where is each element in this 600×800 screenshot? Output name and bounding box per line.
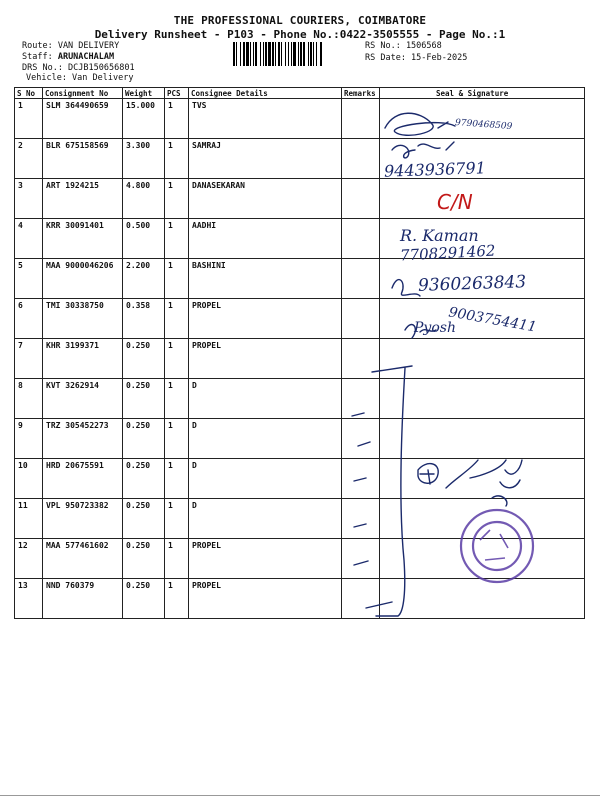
row-consignee: D	[189, 459, 342, 499]
row-remarks	[342, 139, 380, 179]
handwritten-phone-2: 9443936791	[383, 158, 487, 181]
col-header-sno: S No	[15, 88, 43, 99]
row-weight: 3.300	[123, 139, 165, 179]
row-seal-signature	[380, 219, 585, 259]
row-consignee: PROPEL	[189, 579, 342, 619]
col-header-consignment: Consignment No	[43, 88, 123, 99]
row-weight: 0.250	[123, 499, 165, 539]
runsheet-table	[14, 87, 585, 619]
row-consignment-no: MAA 9000046206	[43, 259, 123, 299]
row-sno: 10	[15, 459, 43, 499]
row-weight: 0.250	[123, 459, 165, 499]
handwritten-name-4: R. Kaman	[400, 226, 479, 245]
row-sno: 8	[15, 379, 43, 419]
col-header-consignee: Consignee Details	[189, 88, 342, 99]
row-seal-signature	[380, 579, 585, 619]
row-consignment-no: HRD 20675591	[43, 459, 123, 499]
row-weight: 2.200	[123, 259, 165, 299]
table-row	[15, 419, 585, 459]
row-consignee: PROPEL	[189, 299, 342, 339]
row-consignment-no: TMI 30338750	[43, 299, 123, 339]
handwritten-name-6: Pyosh	[414, 320, 456, 336]
row-consignment-no: NND 760379	[43, 579, 123, 619]
row-seal-signature	[380, 459, 585, 499]
row-consignment-no: BLR 675158569	[43, 139, 123, 179]
table-row	[15, 99, 585, 139]
row-sno: 6	[15, 299, 43, 339]
row-seal-signature	[380, 259, 585, 299]
row-pcs: 1	[165, 379, 189, 419]
row-pcs: 1	[165, 139, 189, 179]
handwritten-cn: C/N	[437, 190, 473, 214]
row-consignee: D	[189, 379, 342, 419]
col-header-weight: Weight	[123, 88, 165, 99]
row-remarks	[342, 379, 380, 419]
staff-label: Staff:	[22, 52, 58, 62]
row-pcs: 1	[165, 499, 189, 539]
row-pcs: 1	[165, 459, 189, 499]
row-sno: 4	[15, 219, 43, 259]
handwritten-phone-5: 9360263843	[417, 272, 527, 296]
row-pcs: 1	[165, 99, 189, 139]
table-header-row	[15, 88, 585, 99]
row-sno: 12	[15, 539, 43, 579]
handwritten-phone-4: 7708291462	[399, 241, 496, 265]
row-sno: 11	[15, 499, 43, 539]
row-weight: 0.358	[123, 299, 165, 339]
runsheet-subtitle: Delivery Runsheet - P103 - Phone No.:0422-3505555 - Page No.:1	[94, 28, 506, 41]
row-consignment-no: KVT 3262914	[43, 379, 123, 419]
row-consignee: DANASEKARAN	[189, 179, 342, 219]
row-consignee: D	[189, 499, 342, 539]
row-sno: 13	[15, 579, 43, 619]
row-pcs: 1	[165, 179, 189, 219]
row-seal-signature	[380, 339, 585, 379]
row-remarks	[342, 459, 380, 499]
row-remarks	[342, 259, 380, 299]
table-row	[15, 579, 585, 619]
page-edge	[0, 795, 600, 796]
row-pcs: 1	[165, 339, 189, 379]
row-consignee: D	[189, 419, 342, 459]
row-weight: 15.000	[123, 99, 165, 139]
drs-number: DRS No.: DCJB150656801	[22, 63, 135, 73]
row-seal-signature	[380, 299, 585, 339]
row-sno: 9	[15, 419, 43, 459]
table-row	[15, 299, 585, 339]
row-consignee: TVS	[189, 99, 342, 139]
row-seal-signature	[380, 99, 585, 139]
row-consignee: PROPEL	[189, 339, 342, 379]
col-header-seal: Seal & Signature	[380, 88, 585, 99]
company-title: THE PROFESSIONAL COURIERS, COIMBATORE	[173, 14, 427, 27]
row-sno: 7	[15, 339, 43, 379]
row-weight: 0.250	[123, 539, 165, 579]
row-seal-signature	[380, 179, 585, 219]
row-pcs: 1	[165, 219, 189, 259]
row-consignment-no: KHR 3199371	[43, 339, 123, 379]
table-row	[15, 459, 585, 499]
col-header-pcs: PCS	[165, 88, 189, 99]
row-weight: 0.250	[123, 419, 165, 459]
row-remarks	[342, 579, 380, 619]
row-pcs: 1	[165, 299, 189, 339]
row-sno: 5	[15, 259, 43, 299]
row-sno: 3	[15, 179, 43, 219]
row-consignee: BASHINI	[189, 259, 342, 299]
row-pcs: 1	[165, 539, 189, 579]
row-weight: 0.250	[123, 579, 165, 619]
table-row	[15, 179, 585, 219]
row-remarks	[342, 299, 380, 339]
table-row	[15, 379, 585, 419]
row-consignment-no: KRR 30091401	[43, 219, 123, 259]
staff-line	[22, 52, 114, 63]
table-row	[15, 339, 585, 379]
table-row	[15, 259, 585, 299]
table-row	[15, 499, 585, 539]
row-remarks	[342, 539, 380, 579]
row-consignment-no: ART 1924215	[43, 179, 123, 219]
table-row	[15, 139, 585, 179]
rs-date: RS Date: 15-Feb-2025	[365, 53, 468, 63]
row-remarks	[342, 419, 380, 459]
handwritten-phone-1: 9790468509	[454, 118, 513, 132]
route-label: Route: VAN DELIVERY	[22, 41, 120, 51]
row-sno: 2	[15, 139, 43, 179]
row-remarks	[342, 339, 380, 379]
table-row	[15, 539, 585, 579]
table-row	[15, 219, 585, 259]
row-remarks	[342, 99, 380, 139]
row-seal-signature	[380, 419, 585, 459]
row-remarks	[342, 499, 380, 539]
row-consignee: AADHI	[189, 219, 342, 259]
row-weight: 0.250	[123, 339, 165, 379]
row-seal-signature	[380, 379, 585, 419]
rs-number: RS No.: 1506568	[365, 41, 442, 51]
vehicle-label: Vehicle: Van Delivery	[26, 73, 134, 83]
row-seal-signature	[380, 499, 585, 539]
row-seal-signature	[380, 139, 585, 179]
row-consignee: PROPEL	[189, 539, 342, 579]
row-weight: 0.500	[123, 219, 165, 259]
row-pcs: 1	[165, 579, 189, 619]
row-pcs: 1	[165, 259, 189, 299]
row-weight: 0.250	[123, 379, 165, 419]
row-sno: 1	[15, 99, 43, 139]
row-seal-signature	[380, 539, 585, 579]
row-consignment-no: MAA 577461602	[43, 539, 123, 579]
staff-value: ARUNACHALAM	[57, 52, 115, 62]
row-remarks	[342, 179, 380, 219]
col-header-remarks: Remarks	[342, 88, 380, 99]
handwritten-phone-6: 9003754411	[447, 304, 538, 336]
row-pcs: 1	[165, 419, 189, 459]
row-consignment-no: VPL 950723382	[43, 499, 123, 539]
row-consignee: SAMRAJ	[189, 139, 342, 179]
row-consignment-no: TRZ 305452273	[43, 419, 123, 459]
row-consignment-no: SLM 364490659	[43, 99, 123, 139]
row-weight: 4.800	[123, 179, 165, 219]
row-remarks	[342, 219, 380, 259]
barcode-icon	[233, 42, 358, 66]
